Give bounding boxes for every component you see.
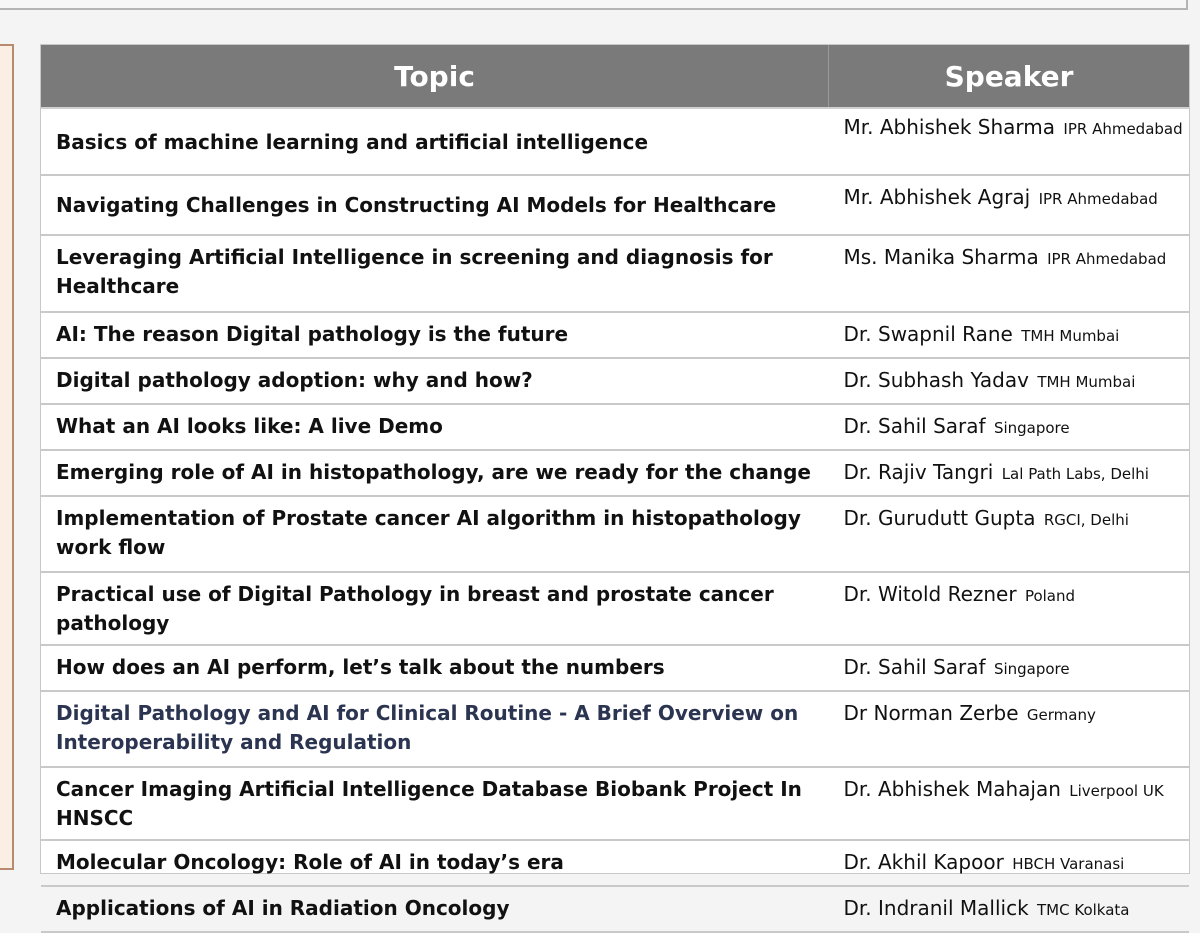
speaker-name: Dr. Witold Rezner <box>843 582 1017 606</box>
speaker-cell <box>829 691 1190 767</box>
table-row <box>41 767 1189 840</box>
speaker-cell <box>829 645 1190 691</box>
speaker-affiliation: TMH Mumbai <box>1037 373 1136 391</box>
speaker-cell <box>829 404 1190 450</box>
table-row <box>41 358 1189 404</box>
table-row <box>41 108 1189 175</box>
speaker-affiliation: IPR Ahmedabad <box>1038 190 1158 208</box>
topic-column-header: Topic <box>41 45 829 108</box>
speaker-affiliation: TMC Kolkata <box>1037 901 1130 919</box>
speaker-affiliation: Singapore <box>993 419 1070 437</box>
table-row <box>41 235 1189 312</box>
speaker-name: Mr. Abhishek Agraj <box>843 185 1031 209</box>
topic-cell: AI: The reason Digital pathology is the future <box>41 312 829 358</box>
table-row <box>41 572 1189 645</box>
topic-cell: What an AI looks like: A live Demo <box>41 404 829 450</box>
topic-cell: Cancer Imaging Artificial Intelligence Database Biobank Project In HNSCC <box>41 767 829 840</box>
topic-cell: How does an AI perform, let’s talk about the numbers <box>41 645 829 691</box>
speaker-affiliation: IPR Ahmedabad <box>1047 250 1167 268</box>
speaker-affiliation: TMH Mumbai <box>1021 327 1120 345</box>
speaker-affiliation: Liverpool UK <box>1069 782 1164 800</box>
topic-cell: Basics of machine learning and artificial intelligence <box>41 108 829 175</box>
speaker-name: Dr. Gurudutt Gupta <box>843 506 1036 530</box>
speaker-cell <box>829 312 1190 358</box>
speaker-name: Dr. Indranil Mallick <box>843 896 1029 920</box>
topic-cell: Emerging role of AI in histopathology, are we ready for the change <box>41 450 829 496</box>
table-header-row <box>41 45 1189 108</box>
speaker-name: Dr. Subhash Yadav <box>843 368 1029 392</box>
speaker-affiliation: IPR Ahmedabad <box>1063 120 1183 138</box>
speaker-cell <box>829 235 1190 312</box>
topic-cell: Digital Pathology and AI for Clinical Routine - A Brief Overview on Interoperability and Regulation <box>41 691 829 767</box>
speaker-name: Dr. Swapnil Rane <box>843 322 1013 346</box>
speaker-name: Dr. Sahil Saraf <box>843 414 986 438</box>
table-row <box>41 886 1189 932</box>
agenda-table <box>41 45 1189 933</box>
topic-cell: Navigating Challenges in Constructing AI Models for Healthcare <box>41 175 829 235</box>
speaker-affiliation: Lal Path Labs, Delhi <box>1001 465 1149 483</box>
speaker-affiliation: Poland <box>1024 587 1076 605</box>
speaker-affiliation: Germany <box>1026 706 1096 724</box>
topic-cell: Leveraging Artificial Intelligence in screening and diagnosis for Healthcare <box>41 235 829 312</box>
speaker-name: Dr. Rajiv Tangri <box>843 460 994 484</box>
speaker-cell <box>829 358 1190 404</box>
topic-cell: Practical use of Digital Pathology in breast and prostate cancer pathology <box>41 572 829 645</box>
table-row <box>41 175 1189 235</box>
speaker-name: Mr. Abhishek Sharma <box>843 115 1056 139</box>
speaker-cell <box>829 450 1190 496</box>
table-row <box>41 691 1189 767</box>
speaker-cell <box>829 175 1190 235</box>
speaker-name: Dr. Abhishek Mahajan <box>843 777 1061 801</box>
speaker-cell <box>829 496 1190 572</box>
table-row <box>41 496 1189 572</box>
left-panel-edge <box>0 44 14 870</box>
table-row <box>41 312 1189 358</box>
topic-cell: Molecular Oncology: Role of AI in today’s era <box>41 840 829 886</box>
speaker-affiliation: RGCI, Delhi <box>1043 511 1129 529</box>
table-row <box>41 840 1189 886</box>
speaker-name: Dr Norman Zerbe <box>843 701 1019 725</box>
speaker-cell <box>829 108 1190 175</box>
speaker-affiliation: HBCH Varanasi <box>1012 855 1125 873</box>
top-panel-edge <box>0 0 1188 10</box>
table-row <box>41 645 1189 691</box>
speaker-name: Dr. Sahil Saraf <box>843 655 986 679</box>
speaker-cell <box>829 840 1190 886</box>
speaker-name: Ms. Manika Sharma <box>843 245 1039 269</box>
table-row <box>41 404 1189 450</box>
speaker-name: Dr. Akhil Kapoor <box>843 850 1004 874</box>
topic-cell: Applications of AI in Radiation Oncology <box>41 886 829 932</box>
speaker-cell <box>829 886 1190 932</box>
agenda-table-container <box>40 44 1190 920</box>
speaker-affiliation: Singapore <box>993 660 1070 678</box>
topic-cell: Implementation of Prostate cancer AI algorithm in histopathology work flow <box>41 496 829 572</box>
topic-cell: Digital pathology adoption: why and how? <box>41 358 829 404</box>
speaker-column-header: Speaker <box>829 45 1190 108</box>
table-row <box>41 450 1189 496</box>
speaker-cell <box>829 572 1190 645</box>
speaker-cell <box>829 767 1190 840</box>
